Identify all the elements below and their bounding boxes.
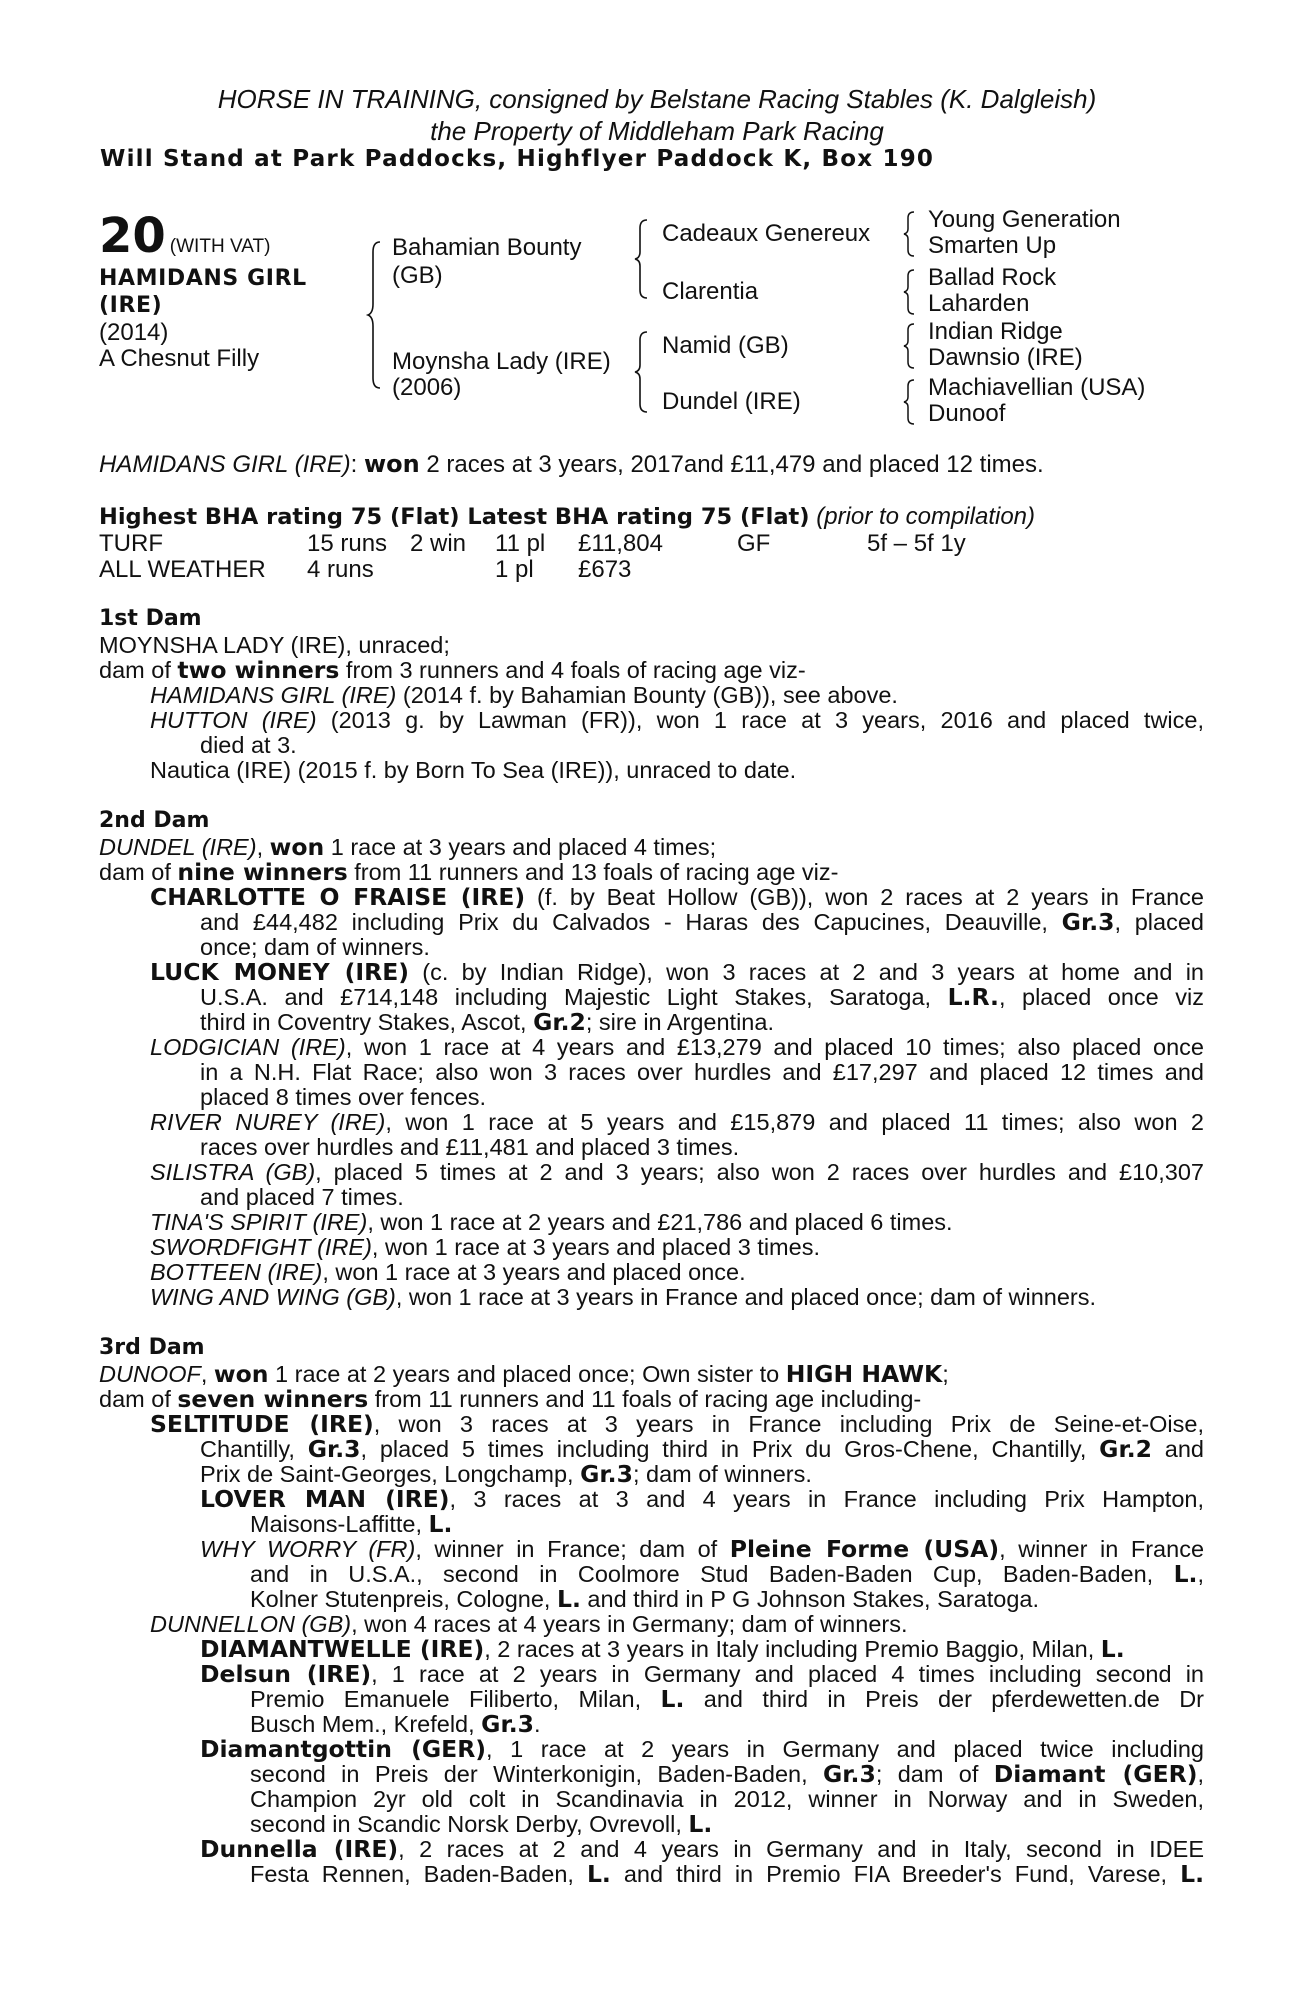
gen3-7: Machiavellian (USA) xyxy=(928,374,1146,401)
bha-ratings: Highest BHA rating 75 (Flat) Latest BHA rating 75 (Flat) (prior to compilation) xyxy=(99,503,1036,530)
delsun: Delsun (IRE), 1 race at 2 years in Germany and placed 4 times including second in xyxy=(200,1660,1204,1688)
sire-dam: Clarentia xyxy=(662,278,759,305)
foaling-year: (2014) xyxy=(99,319,169,346)
third-dam-heading: 3rd Dam xyxy=(99,1335,205,1360)
silistra: SILISTRA (GB), placed 5 times at 2 and 3 years; also won 2 races over hurdles and £10,307 xyxy=(150,1159,1204,1185)
second-dam-produce: dam of nine winners from 11 runners and 13 foals of racing age viz- xyxy=(99,858,839,886)
pedigree-bracket-g1 xyxy=(902,210,918,258)
pedigree-bracket-sire xyxy=(633,218,653,300)
dunnellon: DUNNELLON (GB), won 4 races at 4 years in Germany; dam of winners. xyxy=(150,1611,908,1637)
dam-sire: Namid (GB) xyxy=(662,332,789,359)
why-worry: WHY WORRY (FR), winner in France; dam of Pleine Forme (USA), winner in France xyxy=(200,1535,1205,1563)
first-dam-line: MOYNSHA LADY (IRE), unraced; xyxy=(99,632,450,658)
lot-number: 20 xyxy=(99,208,166,264)
third-dam-line: DUNOOF, won 1 race at 2 years and placed once; Own sister to HIGH HAWK; xyxy=(99,1360,949,1388)
sire: Bahamian Bounty xyxy=(392,234,582,261)
pedigree-bracket-main xyxy=(366,240,386,390)
dam-year: (2006) xyxy=(392,374,462,401)
diamantwelle: DIAMANTWELLE (IRE), 2 races at 3 years in Italy including Premio Baggio, Milan, L. xyxy=(200,1635,1125,1663)
luck-money: LUCK MONEY (IRE) (c. by Indian Ridge), won 3 races at 2 and 3 years at home and in xyxy=(150,958,1204,986)
sire-country: (GB) xyxy=(392,262,443,289)
lot-number-block xyxy=(99,208,270,264)
first-dam-produce: dam of two winners from 3 runners and 4 foals of racing age viz- xyxy=(99,656,806,684)
property-line: the Property of Middleham Park Racing xyxy=(430,116,884,146)
first-dam-foal-1: HAMIDANS GIRL (IRE) (2014 f. by Bahamian Bounty (GB)), see above. xyxy=(150,682,898,708)
gen3-6: Dawnsio (IRE) xyxy=(928,344,1083,371)
horse-name: HAMIDANS GIRL xyxy=(99,266,307,291)
seltitude: SELTITUDE (IRE), won 3 races at 3 years in France including Prix de Seine-et-Oise, xyxy=(150,1410,1204,1438)
race-summary: HAMIDANS GIRL (IRE): won 2 races at 3 years, 2017and £11,479 and placed 12 times. xyxy=(99,450,1044,478)
dunnella: Dunnella (IRE), 2 races at 2 and 4 years in Germany and in Italy, second in IDEE xyxy=(200,1835,1204,1863)
second-dam-heading: 2nd Dam xyxy=(99,808,210,833)
river-nurey: RIVER NUREY (IRE), won 1 race at 5 years and £15,879 and placed 11 times; also won 2 xyxy=(150,1109,1204,1135)
diamantgottin: Diamantgottin (GER), 1 race at 2 years in Germany and placed twice including xyxy=(200,1735,1204,1763)
pedigree-bracket-dam xyxy=(633,330,653,414)
dam: Moynsha Lady (IRE) xyxy=(392,348,611,375)
pedigree-bracket-g4 xyxy=(902,378,918,426)
gen3-1: Young Generation xyxy=(928,206,1121,233)
first-dam-heading: 1st Dam xyxy=(99,606,202,631)
gen3-8: Dunoof xyxy=(928,400,1006,427)
horse-description: A Chesnut Filly xyxy=(99,345,260,372)
dam-dam: Dundel (IRE) xyxy=(662,388,801,415)
gen3-2: Smarten Up xyxy=(928,232,1057,259)
gen3-3: Ballad Rock xyxy=(928,264,1057,291)
wing-and-wing: WING AND WING (GB), won 1 race at 3 years in France and placed once; dam of winners. xyxy=(150,1284,1097,1310)
lover-man: LOVER MAN (IRE), 3 races at 3 and 4 years in France including Prix Hampton, xyxy=(200,1485,1204,1513)
gen3-4: Laharden xyxy=(928,290,1030,317)
stand-location: Will Stand at Park Paddocks, Highflyer Paddock K, Box 190 xyxy=(100,146,935,172)
second-dam-line: DUNDEL (IRE), won 1 race at 3 years and placed 4 times; xyxy=(99,833,717,861)
pedigree-bracket-g2 xyxy=(902,268,918,316)
first-dam-foal-2: HUTTON (IRE) (2013 g. by Lawman (FR)), won 1 race at 3 years, 2016 and placed twice, xyxy=(150,707,1204,733)
tinas-spirit: TINA'S SPIRIT (IRE), won 1 race at 2 years and £21,786 and placed 6 times. xyxy=(150,1209,953,1235)
first-dam-foal-3: Nautica (IRE) (2015 f. by Born To Sea (IRE)), unraced to date. xyxy=(150,757,797,783)
first-dam-foal-2-cont: died at 3. xyxy=(200,732,297,758)
consignor-line: HORSE IN TRAINING, consigned by Belstane Racing Stables (K. Dalgleish) xyxy=(217,84,1097,114)
vat-note: (WITH VAT) xyxy=(169,236,271,257)
lodgician: LODGICIAN (IRE), won 1 race at 4 years and £13,279 and placed 10 times; also placed once xyxy=(150,1034,1204,1060)
swordfight: SWORDFIGHT (IRE), won 1 race at 3 years and placed 3 times. xyxy=(150,1234,820,1260)
catalogue-page: HORSE IN TRAINING, consigned by Belstane Racing Stables (K. Dalgleish) the Property of Middleham Park Racing Will Stand at Park Paddocks, Highflyer Paddock K, Box 190 20 (WITH VAT) HAMIDANS GIRL (IRE) (2014) A Chesnut Filly Bahamian Bounty (GB) Moynsha Lady (IRE) (2006) Cadeaux Genereux Clarentia Namid (GB) Dundel (IRE) Young Generation Smarten Up Ballad Rock Laharden Indian Ridge Dawnsio (IRE) Machiavellian (USA) Dunoof HAMIDANS GIRL (IRE): won 2 races at 3 years, 2017and £11,479 and placed 12 times. Highest BHA rating 75 (Flat) Latest BHA rating 75 (Flat) (prior to compilation) TURF 15 runs 2 win 11 pl £11,804 GF 5f – 5f 1y ALL WEATHER 4 runs 1 pl £673 1st Dam MOYNSHA LADY (IRE), unraced; dam of two winners from 3 runners and 4 foals of racing age viz- HAMIDANS GIRL (IRE) (2014 f. by Bahamian Bounty (GB)), see above. HUTTON (IRE) (2013 g. by Lawman (FR)), won 1 race at 3 years, 2016 and placed twice, died at 3. Nautica (IRE) (2015 f. by Born To Sea (IRE)), unraced to date. 2nd Dam DUNDEL (IRE), won 1 race at 3 years and placed 4 times; dam of nine winners from 11 runners and 13 foals of racing age viz- CHARLOTTE O FRAISE (IRE) (f. by Beat Hollow (GB)), won 2 races at 2 years in France and £44,482 including Prix du Calvados - Haras des Capucines, Deauville, Gr.3, placed once; dam of winners. LUCK MONEY (IRE) (c. by Indian Ridge), won 3 races at 2 and 3 years at home and in U.S.A. and £714,148 including Majestic Light Stakes, Saratoga, L.R., placed once viz third in Coventry Stakes, Ascot, Gr.2; sire in Argentina. LODGICIAN (IRE), won 1 race at 4 years and £13,279 and placed 10 times; also placed once in a N.H. Flat Race; also won 3 races over hurdles and £17,297 and placed 12 times and placed 8 times over fences. RIVER NUREY (IRE), won 1 race at 5 years and £15,879 and placed 11 times; also won 2 races over hurdles and £11,481 and placed 3 times. SILISTRA (GB), placed 5 times at 2 and 3 years; also won 2 races over hurdles and £10,307 and placed 7 times. TINA'S SPIRIT (IRE), won 1 race at 2 years and £21,786 and placed 6 times. SWORDFIGHT (IRE), won 1 race at 3 years and placed 3 times. BOTTEEN (IRE), won 1 race at 3 years and placed once. WING AND WING (GB), won 1 race at 3 years in France and placed once; dam of winners. 3rd Dam DUNOOF, won 1 race at 2 years and placed once; Own sister to HIGH HAWK; dam of seven winners from 11 runners and 11 foals of racing age including- SELTITUDE (IRE), won 3 races at 3 years in France including Prix de Seine-et-Oise, Chantilly, Gr.3, placed 5 times including third in Prix du Gros-Chene, Chantilly, Gr.2 and Prix de Saint-Georges, Longchamp, Gr.3; dam of winners. LOVER MAN (IRE), 3 races at 3 and 4 years in France including Prix Hampton, Maisons-Laffitte, L. WHY WORRY (FR), winner in France; dam of Pleine Forme (USA), winner in France and in U.S.A., second in Coolmore Stud Baden-Baden Cup, Baden-Baden, L., Kolner Stutenpreis, Cologne, L. and third in P G Johnson Stakes, Saratoga. DUNNELLON (GB), won 4 races at 4 years in Germany; dam of winners. DIAMANTWELLE (IRE), 2 races at 3 years in Italy including Premio Baggio, Milan, L. Delsun (IRE), 1 race at 2 years in Germany and placed 4 times including second in Premio Emanuele Filiberto, Milan, L. and third in Preis der pferdewetten.de Dr Busch Mem., Krefeld, Gr.3. Diamantgottin (GER), 1 race at 2 years in Germany and placed twice including second in Preis der Winterkonigin, Baden-Baden, Gr.3; dam of Diamant (GER), Champion 2yr old colt in Scandinavia in 2012, winner in Norway and in Sweden, second in Scandic Norsk Derby, Ovrevoll, L. Dunnella (IRE), 2 races at 2 and 4 years in Germany and in Italy, second in IDEE Festa Rennen, Baden-Baden, L. and third in Premio FIA Breeder's Fund, Varese, L. xyxy=(0,0,1314,2000)
sire-sire: Cadeaux Genereux xyxy=(662,220,871,247)
gen3-5: Indian Ridge xyxy=(928,318,1063,345)
botteen: BOTTEEN (IRE), won 1 race at 3 years and placed once. xyxy=(150,1259,746,1285)
horse-country: (IRE) xyxy=(99,293,163,318)
third-dam-produce: dam of seven winners from 11 runners and 11 foals of racing age including- xyxy=(99,1385,922,1413)
charlotte-o-fraise: CHARLOTTE O FRAISE (IRE) (f. by Beat Hollow (GB)), won 2 races at 2 years in France xyxy=(150,883,1204,911)
pedigree-bracket-g3 xyxy=(902,322,918,370)
